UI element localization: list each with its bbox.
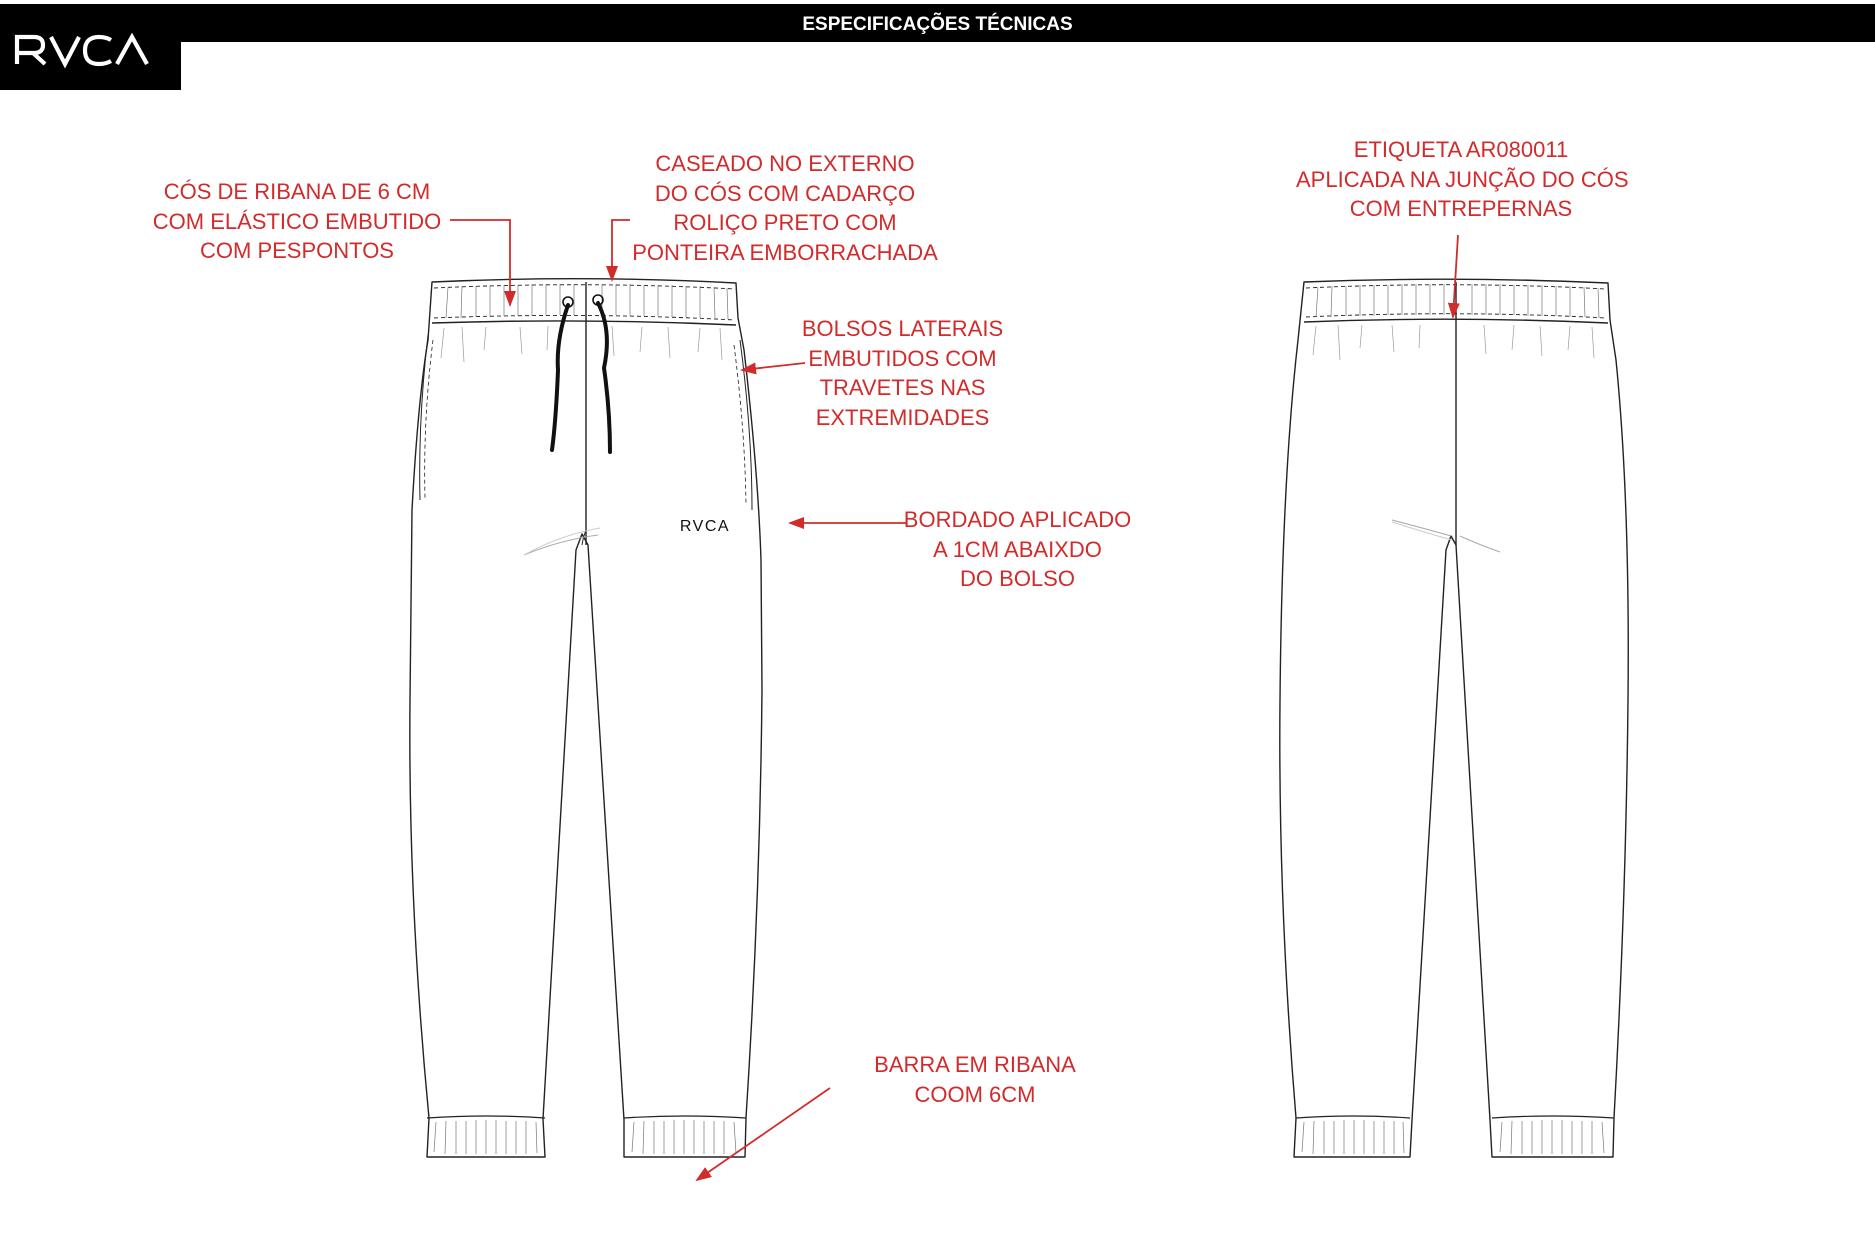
- annotation-line: EMBUTIDOS COM: [808, 345, 997, 371]
- annotation-cuff: [862, 1050, 1088, 1109]
- annotation-line: DO BOLSO: [960, 566, 1075, 591]
- annotation-line: APLICADA NA JUNÇÃO DO CÓS: [1296, 166, 1629, 192]
- annotation-line: DO CÓS COM CADARÇO: [654, 180, 916, 206]
- back-view-pants: [1280, 279, 1628, 1157]
- annotation-line: COOM 6CM: [914, 1081, 1036, 1107]
- annotation-line: COM ELÁSTICO EMBUTIDO: [152, 208, 442, 234]
- annotation-drawcord: [630, 149, 940, 267]
- annotation-line: PONTEIRA EMBORRACHADA: [632, 239, 938, 265]
- annotation-line: CÓS DE RIBANA DE 6 CM: [163, 179, 431, 204]
- annotation-line: COM PESPONTOS: [200, 238, 394, 263]
- annotation-line: TRAVETES NAS: [819, 375, 986, 400]
- annotation-pockets: [780, 314, 1025, 432]
- drawcord: [552, 303, 610, 452]
- annotation-line: A 1CM ABAIXDO: [933, 536, 1102, 562]
- annotation-line: ETIQUETA AR080011: [1353, 137, 1569, 162]
- annotation-line: COM ENTREPERNAS: [1349, 196, 1573, 221]
- annotation-line: EXTREMIDADES: [815, 404, 990, 430]
- annotation-waistband: [147, 177, 447, 266]
- page-title: ESPECIFICAÇÕES TÉCNICAS: [802, 14, 1073, 35]
- annotation-label: [1296, 135, 1629, 224]
- annotation-line: BORDADO APLICADO: [903, 507, 1132, 532]
- annotation-line: BARRA EM RIBANA: [874, 1052, 1076, 1077]
- annotation-embroidery: [900, 505, 1135, 594]
- annotation-line: BOLSOS LATERAIS: [801, 316, 1004, 341]
- annotation-line: CASEADO NO EXTERNO: [655, 151, 915, 176]
- front-view-pants: [410, 279, 762, 1157]
- embroidery-logo: RVCA: [679, 518, 731, 535]
- annotation-line: ROLIÇO PRETO COM: [673, 210, 897, 235]
